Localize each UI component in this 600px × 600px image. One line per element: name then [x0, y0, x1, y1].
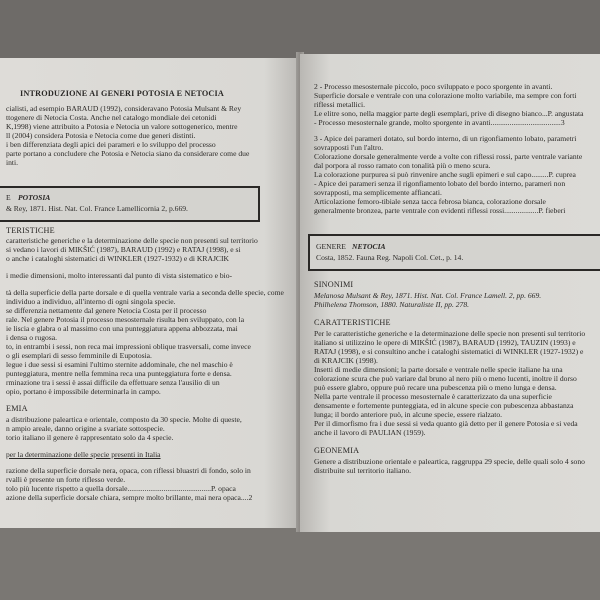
- genus-box-potosia: [0, 186, 260, 222]
- left-page: [0, 58, 300, 528]
- body-line: punteggiatura, mentre nella femmina reca una punteggiatura forte e densa.: [6, 369, 232, 378]
- genus-box-citation: Costa, 1852. Fauna Reg. Napoli Col. Cet., p. 14.: [316, 253, 464, 262]
- genus-box-citation: & Rey, 1871. Hist. Nat. Col. France Lamellicornia 2, p.669.: [6, 204, 188, 213]
- body-line: lunga; il bordo anteriore può, in alcune specie, essere rialzato.: [314, 410, 503, 419]
- body-line: Genere a distribuzione orientale e paleartica, raggruppa 29 specie, delle quali solo 4 sono: [314, 457, 585, 466]
- right-page: [300, 54, 600, 532]
- key-line: dal porpora al rosso ramato con tonalità più o meno scura.: [314, 161, 491, 170]
- synonym-line: Melanosa Mulsant & Rey, 1871. Hist. Nat. Col. France Lamell. 2, pp. 669.: [314, 291, 542, 300]
- body-line: o anche i cataloghi sistematici di WINKLER (1927-1932) e di KRAJCIK: [6, 254, 229, 263]
- body-line: caratteristiche generiche e la determinazione delle specie non presenti sul territorio: [6, 236, 258, 245]
- body-line: RATAJ (1998), e si consultino anche i cataloghi sistematici di WINKLER (1927-1932) e: [314, 347, 584, 356]
- genus-box-name: NETOCIA: [352, 242, 386, 251]
- intro-line: inti.: [6, 158, 19, 167]
- key-line: Colorazione dorsale generalmente verde a volte con riflessi rossi, parte ventrale variante: [314, 152, 583, 161]
- key-line: 2 - Processo mesosternale piccolo, poco sviluppato e poco sporgente in avanti.: [314, 82, 553, 91]
- synonym-line: Philhelena Thomson, 1880. Naturaliste II, pp. 278.: [314, 300, 470, 309]
- body-line: i medie dimensioni, molto interessanti dal punto di vista sistematico e bio-: [6, 271, 233, 280]
- key-line: Le elitre sono, nella maggior parte degli esemplari, prive di disegno bianco...P. angustata: [314, 109, 584, 118]
- intro-line: i ben differenziata degli apici dei parameri e lo sviluppo del processo: [6, 140, 216, 149]
- key-line: generalmente bronzea, parte ventrale con evidenti riflessi rossi..................P. fieberi: [314, 206, 566, 215]
- body-line: Per le caratteristiche generiche e la determinazione delle specie non presenti sul territorio: [314, 329, 586, 338]
- body-line: opio, portano è impossibile determinarla in campo.: [6, 387, 161, 396]
- key-line: tolo più lucente rispetto a quella dorsale............................................P. opaca: [6, 484, 236, 493]
- body-line: anche il lavoro di PAULIAN (1959).: [314, 428, 426, 437]
- intro-line: ll (2004) considera Potosia e Netocia come due generi distinti.: [6, 131, 196, 140]
- key-line: razione della superficie dorsale nera, opaca, con riflessi bluastri di fondo, solo in: [6, 466, 251, 475]
- body-line: colorazione scura che può variare dal bruno al nero più o meno lucenti, inoltre il dorso: [314, 374, 577, 383]
- body-line: densamente e fortemente punteggiata, ed in alcune specie con pubescenza abbastanza: [314, 401, 574, 410]
- body-line: individuo a individuo, all'interno di ogni singola specie.: [6, 297, 176, 306]
- key-line: sovrapposti, ma semplicemente affiancati.: [314, 188, 442, 197]
- genus-box-netocia: [308, 234, 600, 271]
- genus-box-label: GENERE: [316, 242, 346, 251]
- key-line: sovrapposti l'un l'altro.: [314, 143, 384, 152]
- key-line: Superficie dorsale e ventrale con una colorazione molto variabile, ma sempre con forti: [314, 91, 577, 100]
- genus-box-name: POTOSIA: [18, 193, 51, 202]
- body-line: di KRAJCIK (1998).: [314, 356, 378, 365]
- body-line: ie liscia e glabra o al massimo con una punteggiatura appena abbozzata, mai: [6, 324, 238, 333]
- key-line: 3 - Apice dei parameri dotato, sul bordo interno, di un rigonfiamento lobato, parametri: [314, 134, 577, 143]
- body-line: Nella parte ventrale il processo mesosternale è caratterizzato da una superficie: [314, 392, 552, 401]
- key-line: riflessi metallici.: [314, 100, 366, 109]
- body-line: rale. Nel genere Potosia il processo mesosternale risulta ben sviluppato, con la: [6, 315, 245, 324]
- section-sinonimi: SINONIMI: [314, 280, 354, 289]
- key-line: Articolazione femoro-tibiale senza tacca febrosa bianca, colorazione dorsale: [314, 197, 546, 206]
- section-geonemia: GEONEMIA: [314, 446, 360, 455]
- key-line: rvalli è presente un forte riflesso verde.: [6, 475, 126, 484]
- body-line: o gli esemplari di sesso femminile di Eupotosia.: [6, 351, 152, 360]
- intro-line: ttogenere di Netocia Costa. Anche nel catalogo mondiale dei cetonidi: [6, 113, 217, 122]
- body-line: Per il dimorfismo fra i due sessi si veda quanto già detto per il genere Potosia e si veda: [314, 419, 578, 428]
- left-heading: INTRODUZIONE AI GENERI POTOSIA E NETOCIA: [20, 89, 225, 98]
- body-line: n ampio areale, danno origine a svariate sottospecie.: [6, 424, 165, 433]
- section-caratteristiche: CARATTERISTICHE: [314, 318, 391, 327]
- body-line: to, in entrambi i sessi, non reca mai impressioni oblique trasversali, come invece: [6, 342, 251, 351]
- body-line: può essere glabro, oppure può recare una pubescenza più o meno lunga e densa.: [314, 383, 557, 392]
- body-line: Insetti di medie dimensioni; la parte dorsale e ventrale nelle specie italiane ha una: [314, 365, 563, 374]
- key-line: La colorazione purpurea si può rinvenire anche sugli epimeri e sul capo.........P. cuprea: [314, 170, 576, 179]
- section-geonemia: EMIA: [6, 404, 28, 413]
- body-line: legue i due sessi si esamini l'ultimo sternite addominale, che nel maschio è: [6, 360, 233, 369]
- intro-line: cialisti, ad esempio BARAUD (1992), consideravano Potosia Mulsant & Rey: [6, 104, 242, 113]
- key-title: per la determinazione delle specie presenti in Italia: [6, 450, 161, 459]
- body-line: si vedano i lavori di MIKŠIĆ (1987), BARAUD (1992) e RATAJ (1998), e si: [6, 245, 241, 254]
- body-line: tà della superficie della parte dorsale e di quella ventrale varia a seconda delle specie, come: [6, 288, 284, 297]
- key-line: azione della superficie dorsale chiara, sempre molto brillante, mai nera opaca....2: [6, 493, 253, 502]
- intro-line: K,1998) viene attribuito a Potosia e Netocia un valore sottogenerico, mentre: [6, 122, 238, 131]
- section-caratteristiche: TERISTICHE: [6, 226, 55, 235]
- body-line: se differenzia nettamente dal genere Netocia Costa per il processo: [6, 306, 207, 315]
- key-line: - Apice dei parameri senza il rigonfiamento lobato del bordo interno, parameri non: [314, 179, 566, 188]
- body-line: distribuite sul territorio italiano.: [314, 466, 412, 475]
- background-shadow: [0, 525, 600, 600]
- intro-line: parte portano a concludere che Potosia e Netocia siano da considerare come due: [6, 149, 250, 158]
- body-line: torio italiano il genere è rappresentato solo da 4 specie.: [6, 433, 174, 442]
- body-line: a distribuzione paleartica e orientale, composto da 30 specie. Molte di queste,: [6, 415, 242, 424]
- body-line: i densa o rugosa.: [6, 333, 58, 342]
- body-line: rminazione tra i sessi è assai difficile da effettuare senza l'ausilio di un: [6, 378, 220, 387]
- body-line: italiano si utilizzino le opere di MIKŠIĆ (1987), BARAUD (1992), TAUZIN (1993) e: [314, 338, 576, 347]
- key-line: - Processo mesosternale grande, molto sporgente in avanti.....................................3: [314, 118, 565, 127]
- genus-box-label: E: [6, 193, 11, 202]
